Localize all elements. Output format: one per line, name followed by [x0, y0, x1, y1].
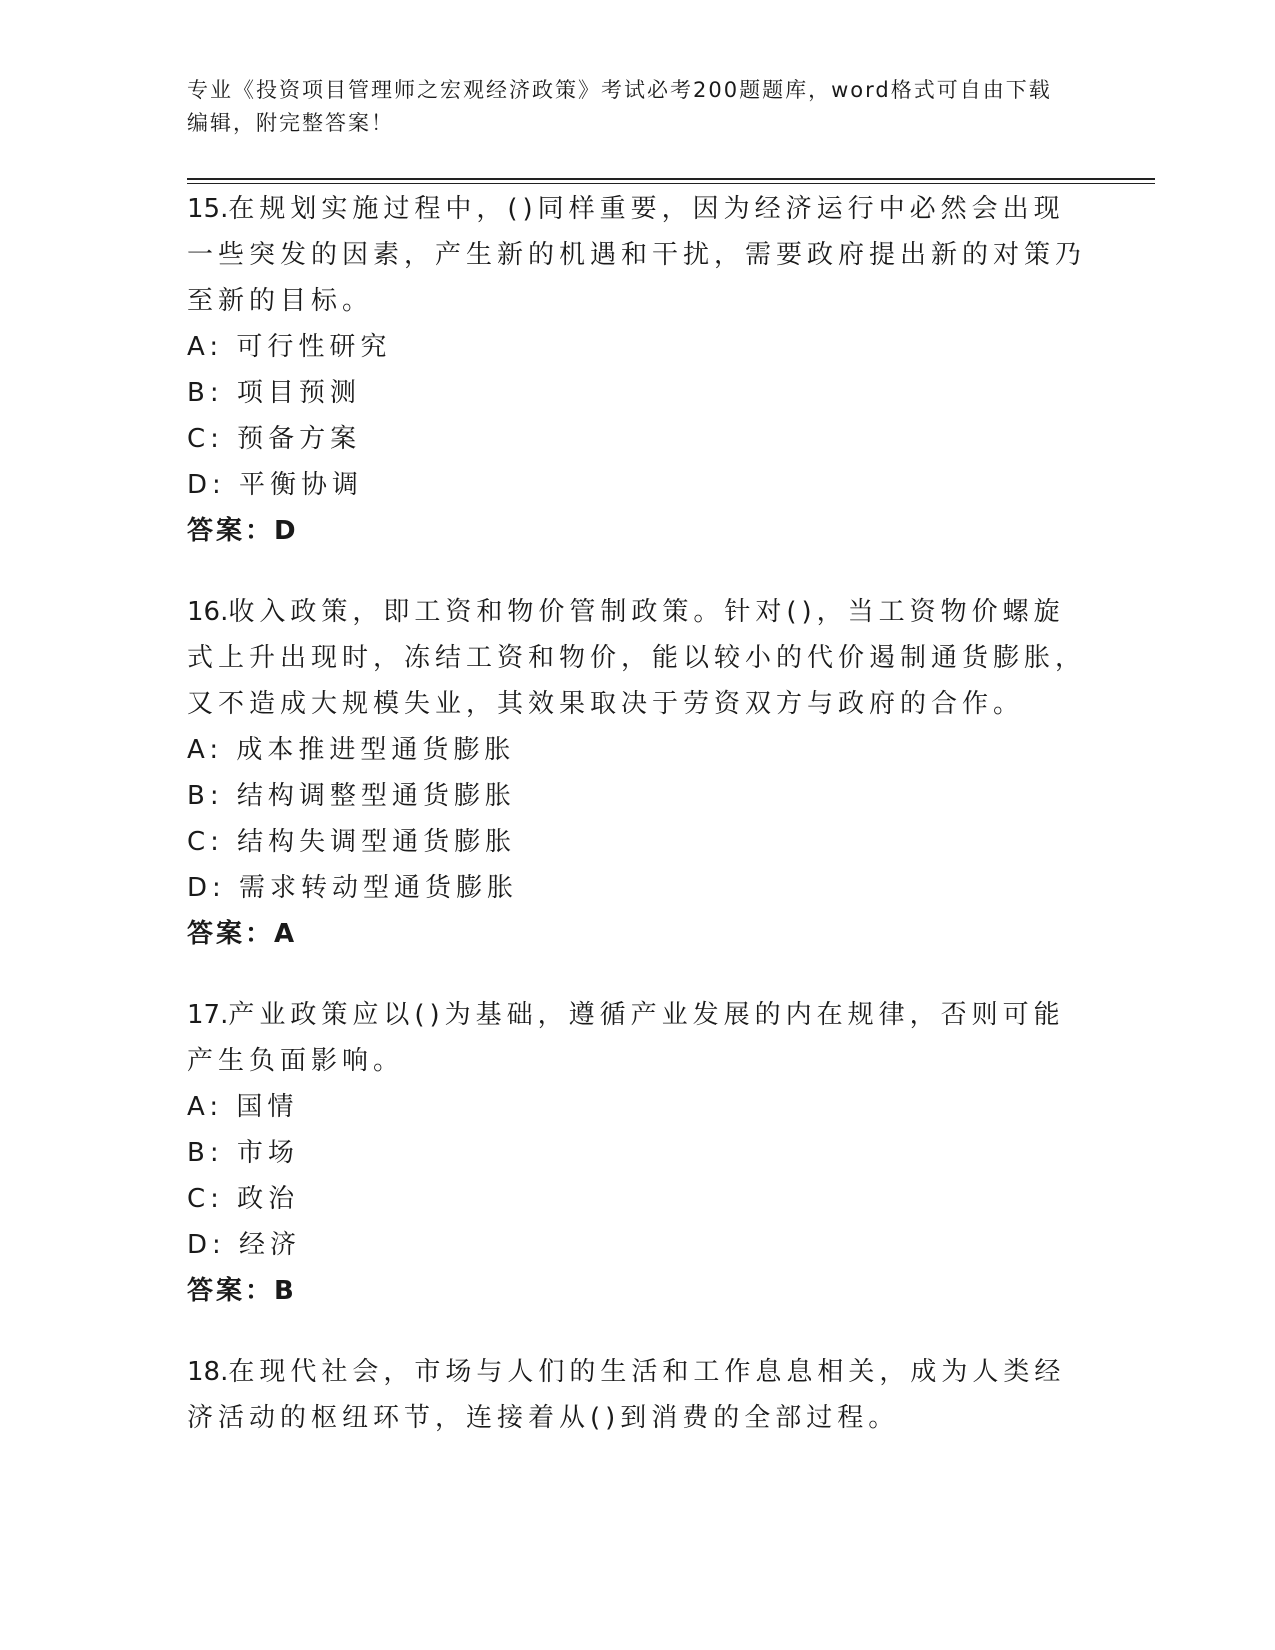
document-header: 专业《投资项目管理师之宏观经济政策》考试必考200题题库，word格式可自由下载编辑，附完整答案！: [187, 78, 1052, 135]
option-c: C: 结构失调型通货膨胀: [187, 827, 517, 857]
question-16: [187, 589, 1087, 957]
question-stem: 产业政策应以()为基础，遵循产业发展的内在规律，否则可能产生负面影响。: [187, 1000, 1065, 1076]
option-c: C: 预备方案: [187, 424, 362, 454]
question-15: [187, 186, 1087, 554]
option-a: A: 国情: [187, 1092, 299, 1122]
question-17: [187, 992, 1087, 1314]
question-stem: 收入政策，即工资和物价管制政策。针对()，当工资物价螺旋式上升出现时，冻结工资和物价，能以较小的代价遏制通货膨胀，又不造成大规模失业，其效果取决于劳资双方与政府的合作。: [187, 597, 1087, 719]
question-text: [187, 992, 1087, 1084]
question-stem: 在现代社会，市场与人们的生活和工作息息相关，成为人类经济活动的枢纽环节，连接着从()到消费的全部过程。: [187, 1357, 1066, 1433]
option-d: D: 经济: [187, 1230, 302, 1260]
option-b: B: 市场: [187, 1138, 299, 1168]
option-c: C: 政治: [187, 1184, 300, 1214]
question-number: 17.: [187, 1000, 229, 1030]
question-number: 16.: [187, 597, 229, 627]
option-d: D: 平衡协调: [187, 470, 364, 500]
question-stem: 在规划实施过程中，()同样重要，因为经济运行中必然会出现一些突发的因素，产生新的机遇和干扰，需要政府提出新的对策乃至新的目标。: [187, 194, 1087, 316]
option-b: B: 项目预测: [187, 378, 361, 408]
answer: 答案：A: [187, 919, 298, 949]
question-text: [187, 186, 1087, 324]
answer: 答案：D: [187, 516, 299, 546]
option-a: A: 可行性研究: [187, 332, 392, 362]
header-divider-thin: [187, 183, 1155, 184]
question-18: [187, 1349, 1087, 1441]
question-list: [187, 186, 1087, 1476]
question-number: 18.: [187, 1357, 229, 1387]
header-divider-thick: [187, 178, 1155, 180]
option-b: B: 结构调整型通货膨胀: [187, 781, 516, 811]
question-number: 15.: [187, 194, 229, 224]
answer: 答案：B: [187, 1276, 297, 1306]
option-a: A: 成本推进型通货膨胀: [187, 735, 516, 765]
question-text: [187, 589, 1087, 727]
option-d: D: 需求转动型通货膨胀: [187, 873, 519, 903]
question-text: [187, 1349, 1087, 1441]
